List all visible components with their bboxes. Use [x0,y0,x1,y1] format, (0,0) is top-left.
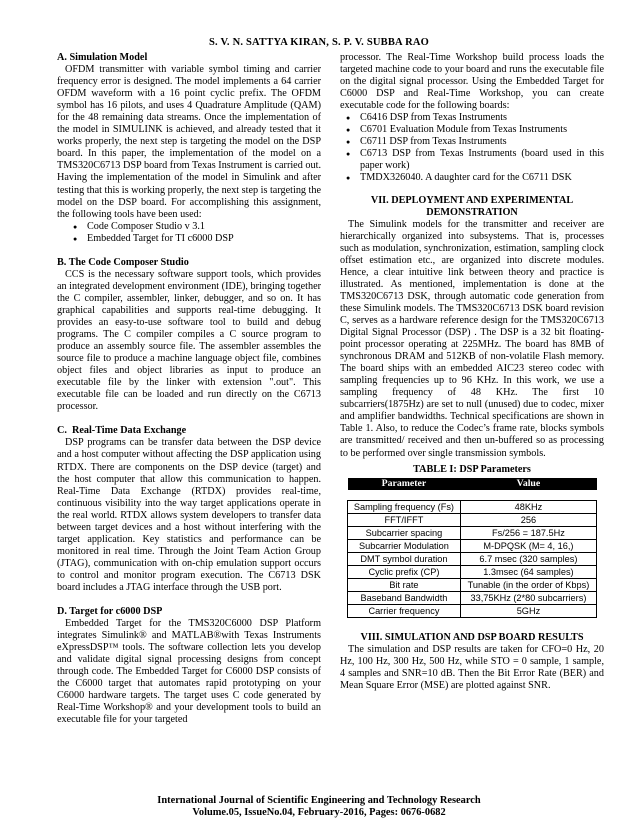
table-cell: Bit rate [348,578,461,591]
table-row [348,552,597,565]
table-row [348,526,597,539]
table-cell: FFT/IFFT [348,513,461,526]
table-cell: Fs/256 = 187.5Hz [460,526,596,539]
table-row [348,591,597,604]
table-row [348,539,597,552]
left-column [57,52,321,726]
running-header: S. V. N. SATTYA KIRAN, S. P. V. SUBBA RAO [208,37,430,48]
table-cell: DMT symbol duration [348,552,461,565]
section-a-title: A. Simulation Model [57,52,148,63]
table-header-cell: Parameter [348,478,461,490]
list-item: ● Embedded Target for TI c6000 DSP [87,233,321,245]
footer-volume-info: Volume.05, IssueNo.04, February-2016, Pages: 0676-0682 [192,807,446,818]
table-row [348,605,597,618]
list-item: ● C6713 DSP from Texas Instruments (board used in this paper work) [360,148,604,172]
list-item: ● Code Composer Studio v 3.1 [87,221,321,233]
tools-list [57,221,321,245]
table-cell: 256 [460,513,596,526]
table-cell: Baseband Bandwidth [348,591,461,604]
table-caption: TABLE I: DSP Parameters [413,463,531,475]
journal-footer [0,795,638,819]
table-cell: 6.7 msec (320 samples) [460,552,596,565]
section-c-title: C. Real-Time Data Exchange [57,425,187,437]
table-row [348,578,597,591]
right-column [340,52,604,692]
table-row [348,500,597,513]
section-b-title: B. The Code Composer Studio [57,256,189,268]
table-cell: Cyclic prefix (CP) [348,565,461,578]
table-cell: Subcarrier spacing [348,526,461,539]
table-cell: Carrier frequency [348,605,461,618]
table-cell: Sampling frequency (Fs) [348,500,461,513]
table-cell: Subcarrier Modulation [348,539,461,552]
boards-list [340,112,604,184]
list-item: ● C6416 DSP from Texas Instruments [360,112,604,124]
table-header-row [348,478,597,490]
table-cell: 1.3msec (64 samples) [460,565,596,578]
section-b-paragraph: CCS is the necessary software support tools, which provides an integrated development environment (IDE), bringing together the C compiler, assembler, linker, debugger, and so on. It has graphical capabilities and supports real-time debugging. It provides an easy-to-use software tool to build and debug programs. The C compiler compiles a C source program to produce an assembly source file. The assembler assembles the source file to produce a machine language object file, combines object files and object libraries as input to produce an executable file by the linker with extension ".out". This executable file can be loaded and run directly on the C6713 processor. [57,268,321,413]
table-cell: Tunable (in the order of Kbps) [460,578,596,591]
section-8-paragraph: The simulation and DSP results are taken for CFO=0 Hz, 20 Hz, 100 Hz, 300 Hz, 500 Hz, while STO = 0 sample, 1 sample, 4 samples and SNR=10 dB. Then the Bit Error Rate (BER) and Mean Square Error (MSE) are plotted against SNR. [340,644,604,692]
table-header-cell: Value [460,478,596,490]
section-a-paragraph: OFDM transmitter with variable symbol timing and carrier frequency error is designed. The model implements a 64 carrier OFDM waveform with a 16 point cyclic prefix. The OFDM symbol has 16 pilots, and uses 4 Quadrature Amplitude (QAM) for the 48 remaining data streams. Once the implementation of the model in SIMULINK is achieved, and already tested that it works properly, the next step is targeting the model on the DSP board. In this paper, the implementation of the model on a TMS320C6713 DSP board from Texas Instrument is carried out. Having the implementation of the model in Simulink and after testing that this is working properly, the next step is targeting the model on the DSP board. For accomplishing this assignment, the following tools have been used: [57,64,321,220]
table-row [348,565,597,578]
section-d-title: D. Target for c6000 DSP [57,606,163,618]
list-item: ● TMDX326040. A daughter card for the C6711 DSK [360,172,604,184]
footer-journal-name: International Journal of Scientific Engineering and Technology Research [157,795,481,806]
table-cell: M-DPQSK (M= 4, 16,) [460,539,596,552]
continued-paragraph: processor. The Real-Time Workshop build process loads the targeted machine code to your board and runs the executable file on the digital signal processor. Using the Embedded Target for C6000 DSP and Real-Time Workshop, you can create executable code for the following boards: [340,52,604,112]
table-cell: 5GHz [460,605,596,618]
section-d-paragraph: Embedded Target for the TMS320C6000 DSP Platform integrates Simulink® and MATLAB®with Texas Instruments eXpressDSP™ tools. The software collection lets you develop and validate digital signal processing designs from concept through code. The Embedded Target for C6000 DSP consists of the C6000 target that automates rapid prototyping on your C6000 hardware targets. The target uses C code generated by Real-Time Workshop® and your development tools to build an executable file for your targeted [57,618,321,726]
section-7-paragraph: The Simulink models for the transmitter and receiver are hierarchically organized into subsystems. That is, processes such as modulation, synchronization, estimation, sampling clock offset estimation etc., are organized into discrete modules. Hence, a clear intuitive link between theory and practice is illustrated. As mentioned, implementation is done at the TMS320C6713 DSK, through automatic code generation from these Simulink models. The TMS320C6713 DSK board revision C, serves as a hardware reference design for the TMS320C6713 Digital Signal Processor (DSP) . The DSP is a 32 bit floating-point processor operating at 225MHz. The board has 8MB of synchronous DRAM and 512KB of non-volatile Flash memory. The board ships with an embedded AIC23 stereo codec with sampling frequencies up to 96 KHz. In this work, we use a sampling frequency of 48 KHz. The first 10 subcarriers(1875Hz) are set to null (unused) due to codec, mixer and amplifier bandwidths. Technical specifications are shown in Table 1. Also, to reduce the Codec’s frame rate, blocks symbols are transmitted/ received and then un-buffered so as processing to be performed over single transmission symbols. [340,218,604,459]
table-cell: 33,75KHz (2*80 subcarriers) [460,591,596,604]
section-c-paragraph: DSP programs can be transfer data between the DSP device and a host computer without affecting the DSP application using RTDX. There are components on the DSP device (target) and the host computer that allow this communication to happen. Real-Time Data Exchange (RTDX) provides real-time, continuous visibility into the way target applications operate in the real world. RTDX allows system developers to transfer data between target devices and a host without interfering with the target application. Key statistics and performance can be monitored in real time. Through the Joint Team Action Group (JTAG), communication with on-chip emulation support occurs to control and monitor program execution. The C6713 DSK board includes a JTAG interface through the USB port. [57,437,321,593]
section-8-title: VIII. SIMULATION AND DSP BOARD RESULTS [360,632,584,644]
table-cell: 48KHz [460,500,596,513]
section-7-title: VII. DEPLOYMENT AND EXPERIMENTAL DEMONSTRATION [370,194,574,218]
list-item: ● C6711 DSP from Texas Instruments [360,136,604,148]
dsp-parameters-table [347,478,597,618]
list-item: ● C6701 Evaluation Module from Texas Instruments [360,124,604,136]
table-row [348,513,597,526]
